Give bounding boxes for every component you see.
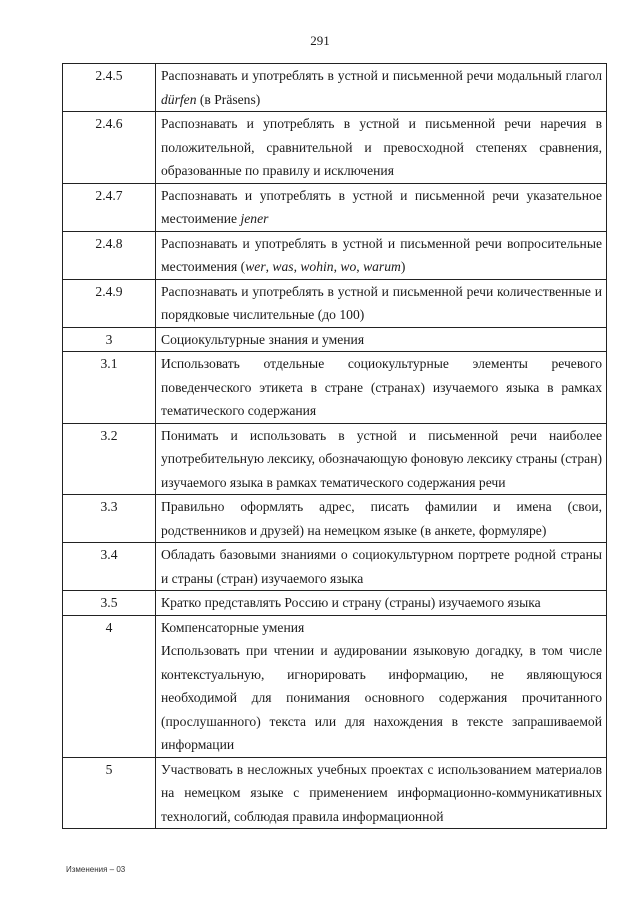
text-fragment: (в Präsens) [196, 91, 261, 107]
italic-term: jener [240, 211, 269, 226]
row-description [156, 591, 607, 616]
row-description [156, 423, 607, 495]
row-description-text [161, 424, 602, 495]
page-number: 291 [310, 33, 330, 48]
row-description-text [161, 64, 602, 111]
row-description [156, 112, 607, 184]
revision-footer: Изменения – 03 [66, 865, 126, 874]
row-description [156, 495, 607, 543]
text-fragment: , [333, 259, 341, 274]
text-fragment: Кратко представлять Россию и страну (страны) изучаемого языка [161, 595, 541, 610]
row-code: 2.4.9 [63, 279, 156, 327]
table-row [63, 423, 607, 495]
table-row [63, 327, 607, 352]
row-code: 4 [63, 615, 156, 757]
row-description [156, 231, 607, 279]
text-fragment: Распознавать и употреблять в устной и письменной речи указательное местоимение [161, 187, 602, 226]
row-description-text [161, 280, 602, 327]
italic-term: wo [340, 259, 357, 274]
text-fragment: Обладать базовыми знаниями о социокультурном портрете родной страны и страны (стран) изучаемого языка [161, 547, 602, 586]
text-fragment: , [265, 259, 273, 274]
row-description-text [161, 495, 602, 542]
row-description [156, 352, 607, 424]
row-code: 2.4.8 [63, 231, 156, 279]
italic-term: warum [363, 259, 401, 274]
requirements-table [62, 63, 607, 829]
row-code: 3.3 [63, 495, 156, 543]
text-fragment: Распознавать и употреблять в устной и письменной речи наречия в положительной, сравнительной и превосходной степенях сравнения, образованные по правилу и исключения [161, 116, 602, 178]
table-row [63, 64, 607, 112]
italic-term: was [272, 259, 294, 274]
text-fragment: Социокультурные знания и умения [161, 331, 365, 347]
row-code: 5 [63, 757, 156, 829]
row-description-text [161, 184, 602, 231]
text-fragment: Распознавать и употреблять в устной и письменной речи модальный глагол [161, 68, 602, 83]
row-code: 3.4 [63, 543, 156, 591]
row-description-text [161, 591, 602, 615]
row-description-text [161, 328, 602, 352]
row-code: 2.4.5 [63, 64, 156, 112]
italic-term: wer [245, 259, 266, 274]
row-description [156, 615, 607, 757]
table-row [63, 352, 607, 424]
italic-term: wohin [300, 259, 334, 274]
table-row [63, 112, 607, 184]
table-row [63, 183, 607, 231]
row-description-text [161, 616, 602, 640]
text-fragment: , [293, 259, 301, 274]
row-description [156, 757, 607, 829]
table-row [63, 591, 607, 616]
text-fragment: ) [400, 259, 406, 274]
table-row [63, 231, 607, 279]
row-description [156, 327, 607, 352]
row-description-text [161, 232, 602, 279]
text-fragment: Компенсаторные умения [161, 619, 305, 635]
table-row [63, 495, 607, 543]
row-description [156, 543, 607, 591]
table-row [63, 615, 607, 757]
row-code: 2.4.6 [63, 112, 156, 184]
text-fragment: Использовать отдельные социокультурные элементы речевого поведенческого этикета в стране (странах) изучаемого языка в рамках тематического содержания [161, 356, 602, 418]
row-description-text [161, 758, 602, 829]
row-description-text [161, 112, 602, 183]
row-code: 3.1 [63, 352, 156, 424]
row-description-text [161, 352, 602, 423]
row-code: 3 [63, 327, 156, 352]
table-row [63, 757, 607, 829]
table-row [63, 543, 607, 591]
text-fragment: Правильно оформлять адрес, писать фамилии и имена (свои, родственников и друзей) на немецком языке (в анкете, формуляре) [161, 499, 602, 538]
text-fragment: Участвовать в несложных учебных проектах с использованием материалов на немецком языке с применением информационно-коммуникативных технологий, соблюдая правила информационной [161, 761, 602, 824]
row-description-text [161, 543, 602, 590]
text-fragment: Распознавать и употреблять в устной и письменной речи количественные и порядковые числительные (до 100) [161, 283, 602, 322]
row-description [156, 64, 607, 112]
row-code: 2.4.7 [63, 183, 156, 231]
row-description [156, 279, 607, 327]
row-code: 3.5 [63, 591, 156, 616]
row-description [156, 183, 607, 231]
row-code: 3.2 [63, 423, 156, 495]
text-fragment: , [356, 259, 364, 274]
table-row [63, 279, 607, 327]
requirements-table-body [63, 64, 607, 829]
text-fragment: Понимать и использовать в устной и письменной речи наиболее употребительную лексику, обозначающую фоновую лексику страны (стран) изучаемого языка в рамках тематического содержания речи [161, 427, 602, 490]
italic-term: dürfen [161, 91, 197, 107]
row-description-paragraph: Использовать при чтении и аудировании языковую догадку, в том числе контекстуальную, игнорировать информацию, не являющуюся необходимой для понимания основного содержания прочитанного (прослушанного) текста или для нахождения в тексте запрашиваемой информации [161, 643, 602, 752]
text-fragment: Распознавать и употреблять в устной и письменной речи вопросительные местоимения ( [161, 235, 602, 274]
